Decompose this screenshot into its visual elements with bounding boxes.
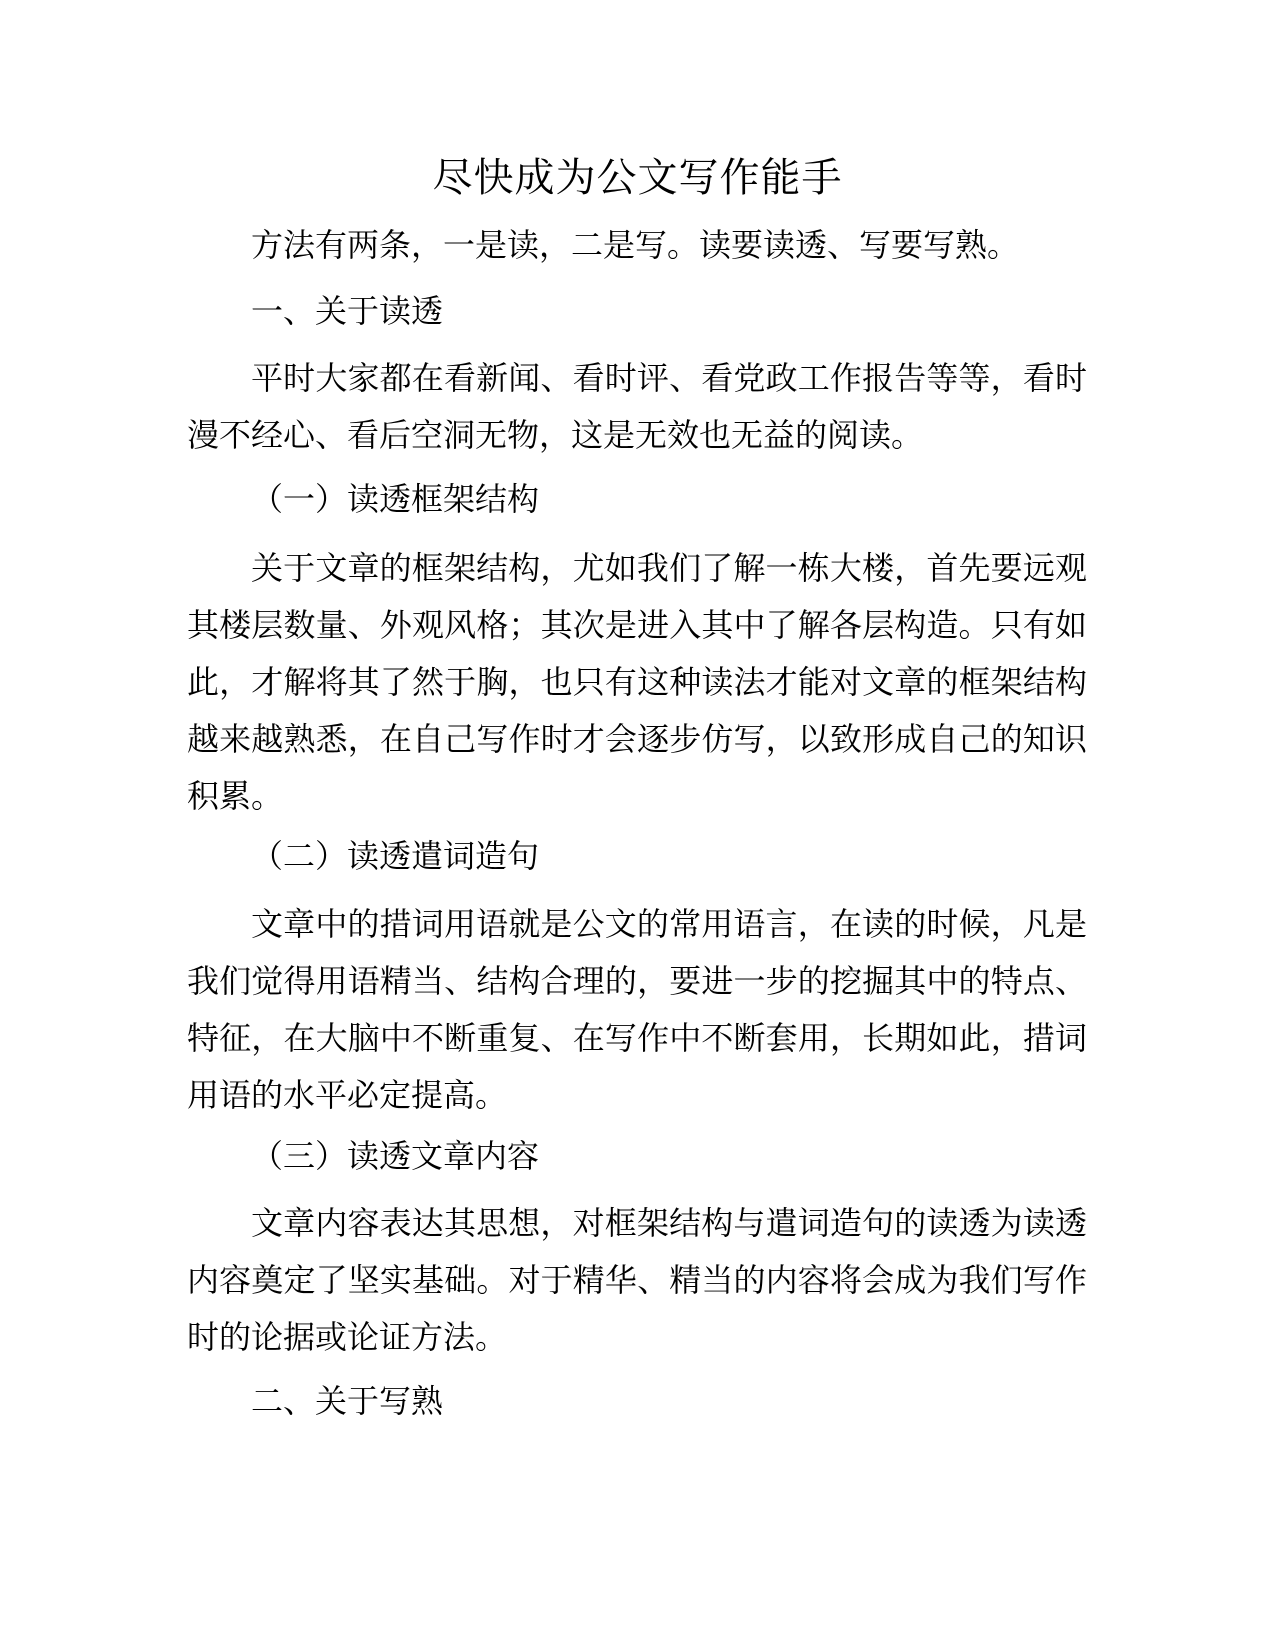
subheading-content: （三）读透文章内容 xyxy=(251,1137,540,1175)
subheading-wording: （二）读透遣词造句 xyxy=(251,837,540,875)
section-heading-writing: 二、关于写熟 xyxy=(251,1382,444,1420)
section-heading-reading: 一、关于读透 xyxy=(251,292,444,330)
reading-intro-paragraph: 平时大家都在看新闻、看时评、看党政工作报告等等，看时漫不经心、看后空洞无物，这是无效也无益的阅读。 xyxy=(187,359,1087,454)
subheading-framework: （一）读透框架结构 xyxy=(251,480,540,518)
framework-paragraph: 关于文章的框架结构，尤如我们了解一栋大楼，首先要远观其楼层数量、外观风格；其次是进入其中了解各层构造。只有如此，才解将其了然于胸，也只有这种读法才能对文章的框架结构越来越熟悉，在自己写作时才会逐步仿写，以致形成自己的知识积累。 xyxy=(187,549,1087,815)
document-title: 尽快成为公文写作能手 xyxy=(432,155,843,201)
wording-paragraph: 文章中的措词用语就是公文的常用语言，在读的时候，凡是我们觉得用语精当、结构合理的，要进一步的挖掘其中的特点、特征，在大脑中不断重复、在写作中不断套用，长期如此，措词用语的水平必定提高。 xyxy=(187,905,1087,1114)
content-paragraph: 文章内容表达其思想，对框架结构与遣词造句的读透为读透内容奠定了坚实基础。对于精华、精当的内容将会成为我们写作时的论据或论证方法。 xyxy=(187,1204,1087,1356)
intro-paragraph: 方法有两条，一是读，二是写。读要读透、写要写熟。 xyxy=(251,226,1020,264)
